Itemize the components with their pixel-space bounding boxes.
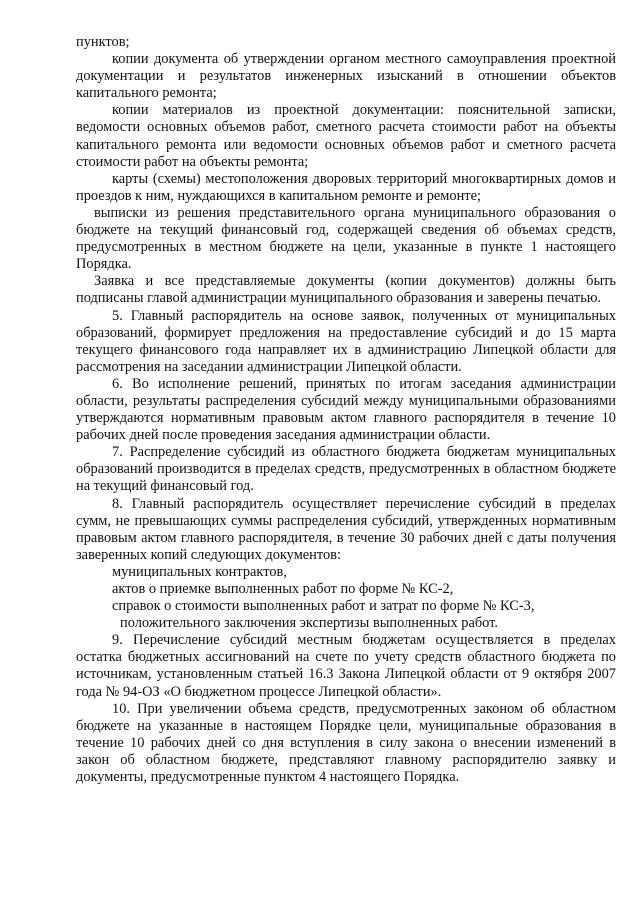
paragraph-clause-5: 5. Главный распорядитель на основе заявок, полученных от муниципальных образований, формирует предложения на предоставление субсидий и до 15 марта текущего финансового года направляет их в администрацию Липецкой области для рассмотрения на заседании администрации Липецкой области. <box>76 307 616 375</box>
document-page <box>76 34 616 786</box>
paragraph-application-signing: Заявка и все представляемые документы (копии документов) должны быть подписаны главой администрации муниципального образования и заверены печатью. <box>76 273 616 307</box>
paragraph-clause-8: 8. Главный распорядитель осуществляет перечисление субсидий в пределах сумм, не превышающих суммы распределения субсидий, утвержденных нормативным правовым актом главного распорядителя, в течение 30 рабочих дней с даты получения заверенных копий следующих документов: <box>76 495 616 563</box>
paragraph-clause-6: 6. Во исполнение решений, принятых по итогам заседания администрации области, результаты распределения субсидий между муниципальными образованиями утверждаются нормативным правовым актом главного распорядителя в течение 10 рабочих дней после проведения заседания администрации области. <box>76 375 616 444</box>
list-item-contracts: муниципальных контрактов, <box>112 563 287 580</box>
paragraph-budget-extract: выписки из решения представительного органа муниципального образования о бюджете на текущий финансовый год, содержащей сведения об объемах средств, предусмотренных в местном бюджете на цели, указанные в пункте 1 настоящего Порядка. <box>76 204 616 273</box>
list-item-ks3-certificates: справок о стоимости выполненных работ и затрат по форме № КС-3, <box>112 598 535 615</box>
list-item-ks2-acts: актов о приемке выполненных работ по форме № КС-2, <box>112 581 454 597</box>
paragraph-clause-7: 7. Распределение субсидий из областного бюджета бюджетам муниципальных образований производится в пределах средств, предусмотренных в областном бюджете на текущий финансовый год. <box>76 444 616 495</box>
paragraph-clause-10: 10. При увеличении объема средств, предусмотренных законом об областном бюджете на указанные в настоящем Порядке цели, муниципальные образования в течение 10 рабочих дней со дня вступления в силу закона о внесении изменений в закон об областном бюджете, представляют главному распорядителю заявку и документы, предусмотренные пунктом 4 настоящего Порядка. <box>76 700 616 786</box>
paragraph-design-approval-copies: копии документа об утверждении органом местного самоуправления проектной документации и результатов инженерных изысканий в отношении объектов капитального ремонта; <box>76 51 616 102</box>
paragraph-continuation: пунктов; <box>76 34 130 50</box>
paragraph-location-maps: карты (схемы) местоположения дворовых территорий многоквартирных домов и проездов к ним, нуждающихся в капитальном ремонте и ремонте; <box>76 170 616 204</box>
paragraph-design-materials-copies: копии материалов из проектной документации: пояснительной записки, ведомости основных объемов работ, сметного расчета стоимости работ на объекты капитального ремонта или ведомости основных объемов работ и сметного расчета стоимости работ на объекты ремонта; <box>76 102 616 170</box>
paragraph-clause-9: 9. Перечисление субсидий местным бюджетам осуществляется в пределах остатка бюджетных ассигнований на счете по учету средств областного бюджета по источникам, установленным статьей 16.3 Закона Липецкой области от 9 октября 2007 года № 94-ОЗ «О бюджетном процессе Липецкой области». <box>76 632 616 700</box>
list-item-expert-conclusion: положительного заключения экспертизы выполненных работ. <box>120 615 498 632</box>
